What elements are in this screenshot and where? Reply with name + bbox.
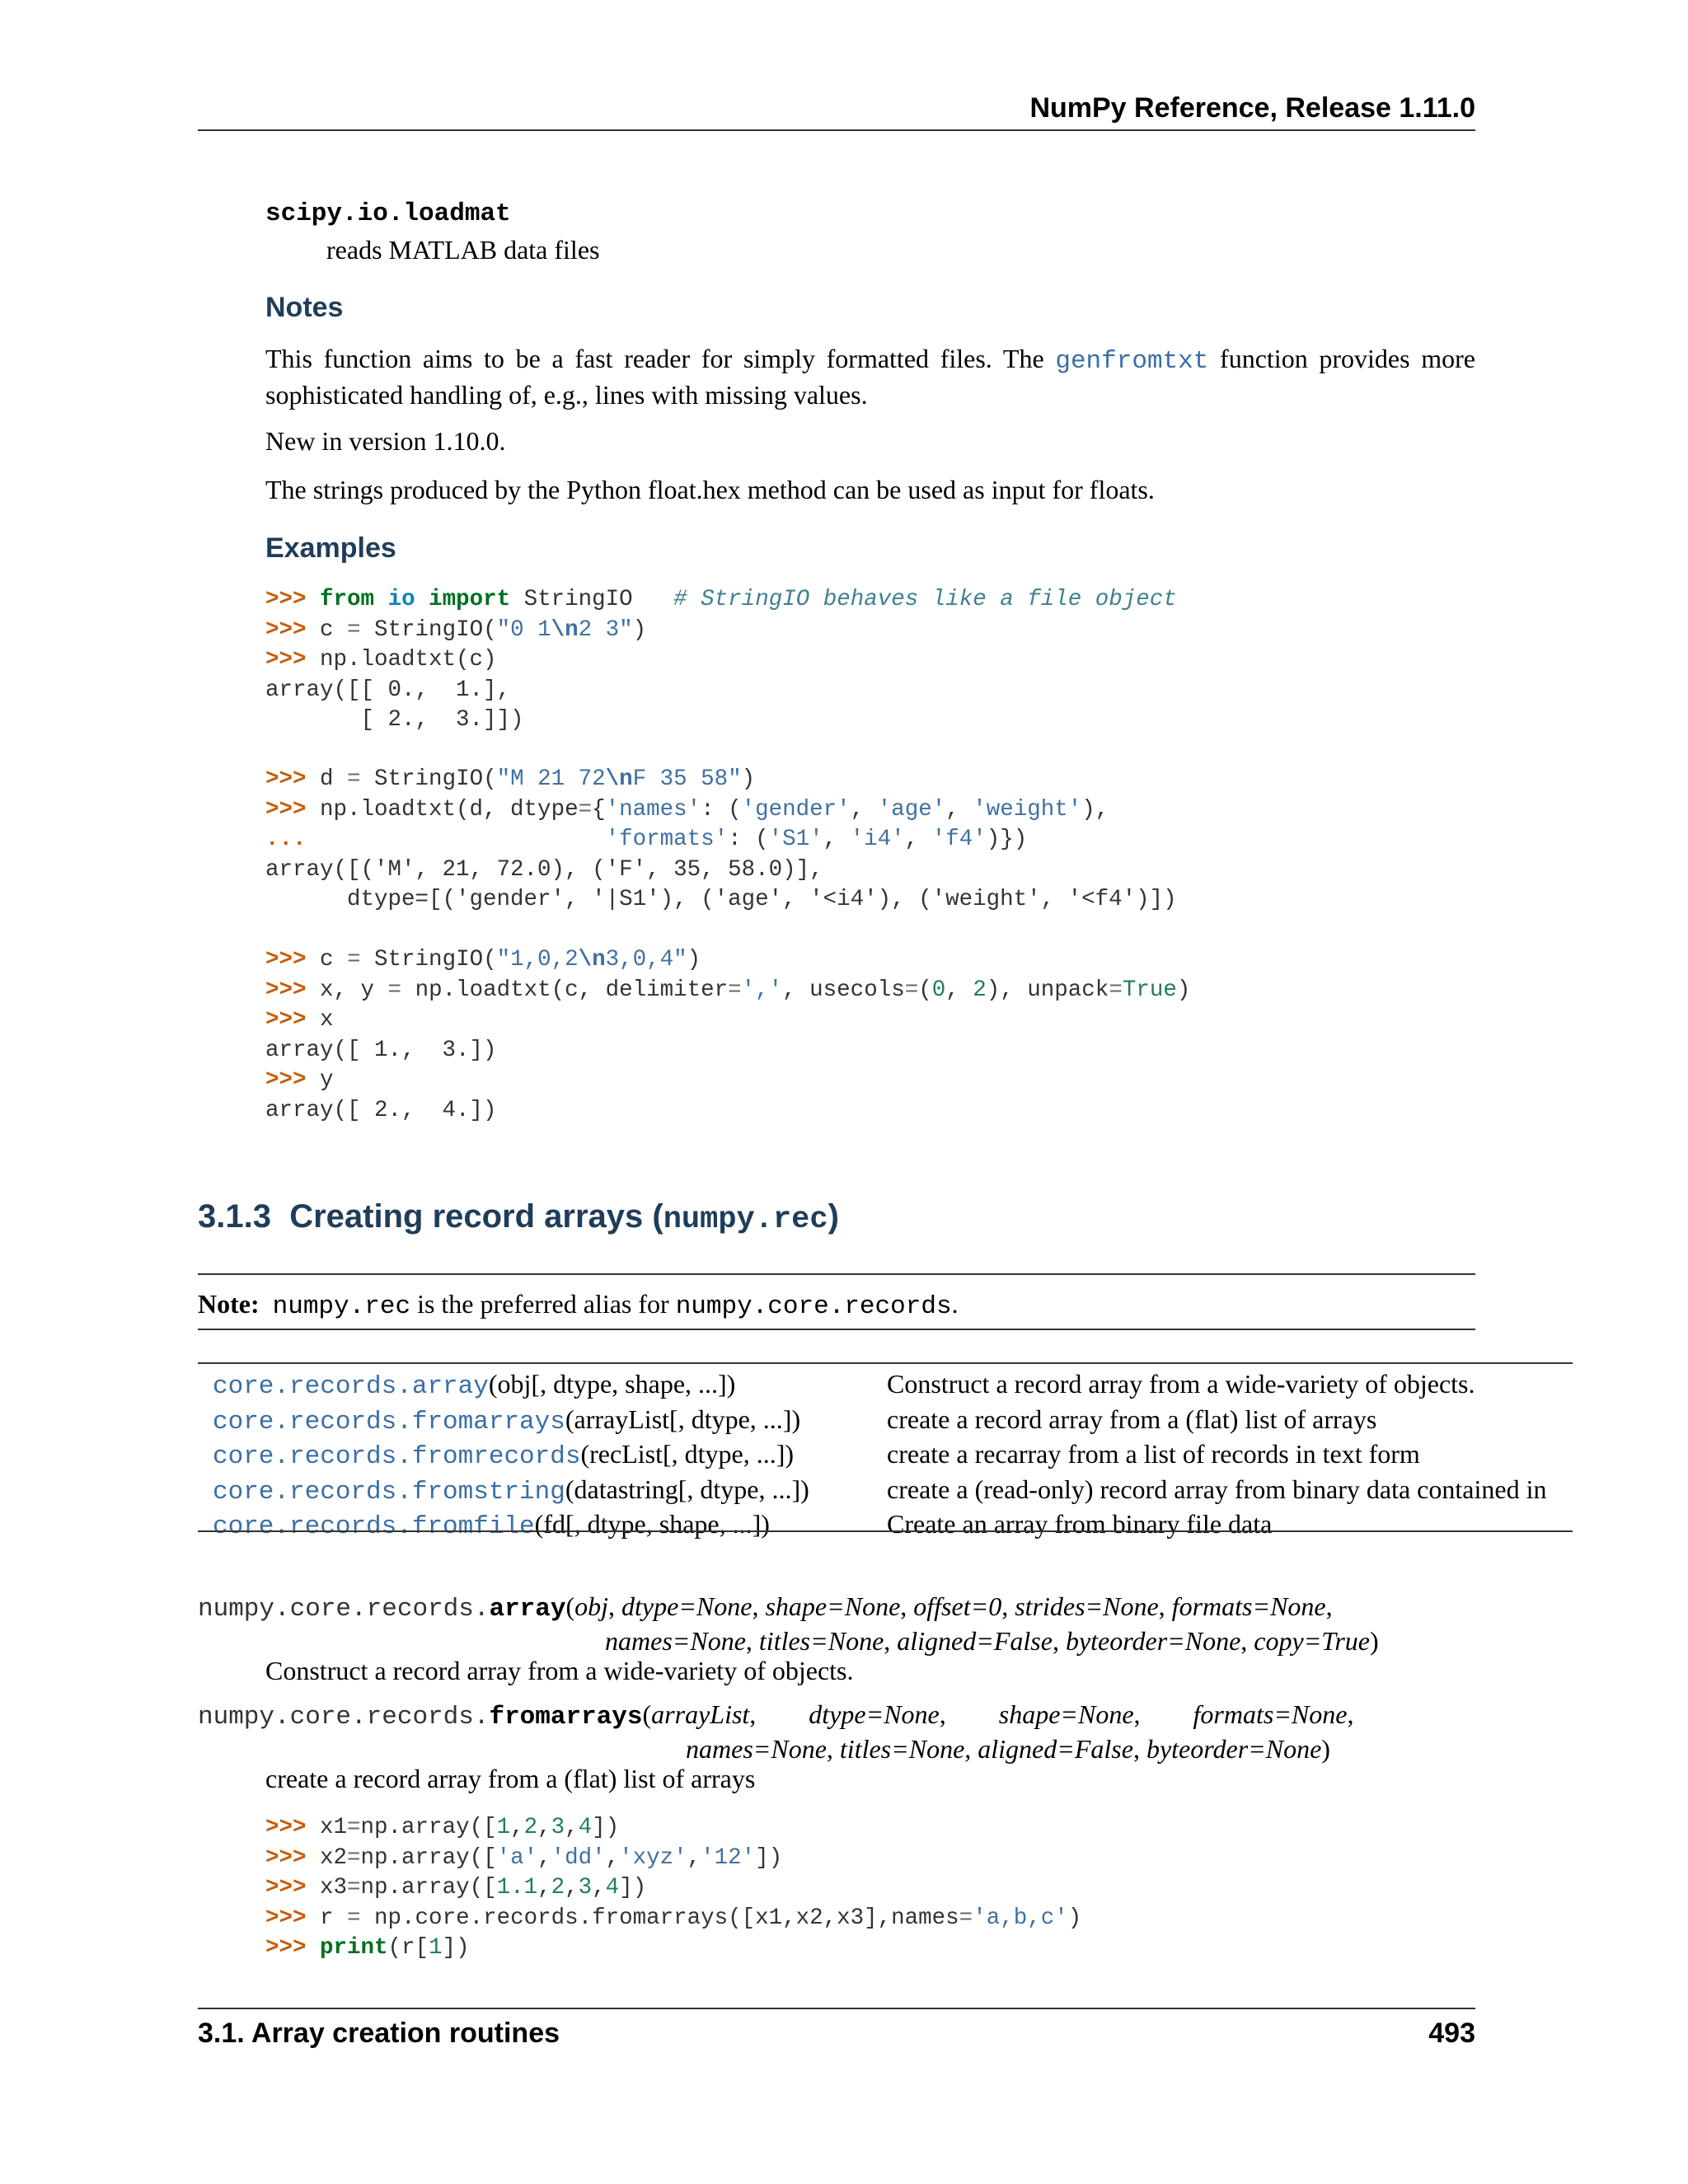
note-literal-2: numpy.core.records (675, 1292, 952, 1321)
sig-param: names=None (686, 1734, 827, 1764)
func-description: create a recarray from a list of records in text form (887, 1439, 1420, 1469)
sig-name: array (489, 1595, 566, 1624)
notes-heading: Notes (265, 292, 344, 323)
func-description: Create an array from binary file data (887, 1509, 1273, 1539)
note-label: Note: (198, 1289, 260, 1319)
note-top-rule (198, 1273, 1475, 1275)
section-title-literal: numpy.rec (663, 1202, 828, 1237)
sig-param: dtype=None (809, 1699, 940, 1729)
func-args: (recList[, dtype, ...]) (580, 1439, 795, 1469)
sig-param: shape=None (765, 1591, 901, 1621)
sig-name: fromarrays (489, 1703, 643, 1732)
footer-section: 3.1. Array creation routines (198, 2018, 560, 2049)
notes-paragraph-2: New in version 1.10.0. (265, 426, 506, 456)
sig-param: aligned=False (897, 1626, 1053, 1656)
note-text-middle: is the preferred alias for (410, 1289, 676, 1319)
notes-paragraph-3: The strings produced by the Python float.hex method can be used as input for floats. (265, 475, 1155, 504)
func-link[interactable]: core.records.fromstring (213, 1477, 565, 1507)
sig-param: names=None (605, 1626, 746, 1656)
sig-param: byteorder=None (1065, 1626, 1241, 1656)
signature-fromarrays-description: create a record array from a (flat) list of arrays (265, 1764, 756, 1793)
code-example-2: >>> d = StringIO("M 21 72\nF 35 58") >>> np.loadtxt(d, dtype={'names': ('gender', 'age', 'weight'), ... 'formats': ('S1', 'i4', 'f4')}) array([('M', 21, 72.0), ('F', 35, 58.0)], dtype=[('gender', '|S1'), ('age', '<i4'), ('weight', '<f4')]) (265, 766, 1177, 912)
code-example-1: >>> from io import StringIO # StringIO behaves like a file object >>> c = StringIO("0 1\n2 3") >>> np.loadtxt(c) array([[ 0., 1.], [ 2., 3.]]) (265, 587, 1177, 733)
sig-param: copy=True (1254, 1626, 1370, 1656)
section-title: Creating record arrays ( (289, 1198, 663, 1235)
sig-param: dtype=None (621, 1591, 753, 1621)
table-row (198, 1474, 1573, 1509)
sig-param: formats=None (1193, 1699, 1348, 1729)
sig-param: offset=0 (913, 1591, 1002, 1621)
note-box (198, 1287, 959, 1324)
table-bottom-rule (198, 1530, 1573, 1532)
sig-close: ) (1369, 1626, 1379, 1656)
table-row (198, 1438, 1573, 1474)
page-number: 493 (1428, 2018, 1475, 2049)
genfromtxt-link[interactable]: genfromtxt (1055, 347, 1209, 376)
func-description: create a record array from a (flat) list of arrays (887, 1404, 1377, 1434)
notes-p1-text-b: function provides more sophisticated handling of, e.g., lines with missing values. (265, 344, 1476, 410)
sig-param: strides=None (1015, 1591, 1159, 1621)
signature-array-description: Construct a record array from a wide-variety of objects. (265, 1656, 854, 1685)
func-link[interactable]: core.records.fromfile (213, 1512, 535, 1541)
func-description: create a (read-only) record array from binary data contained in (887, 1474, 1547, 1504)
sig-prefix: numpy.core.records. (198, 1703, 490, 1732)
code-example-4: >>> x1=np.array([1,2,3,4]) >>> x2=np.array(['a','dd','xyz','12']) >>> x3=np.array([1.1,2,3,4]) >>> r = np.core.records.fromarrays([x1,x2,x3],names='a,b,c') >>> print(r[1]) (265, 1815, 1082, 1961)
note-text-end: . (951, 1289, 959, 1319)
func-args: (fd[, dtype, shape, ...]) (534, 1509, 770, 1539)
sig-param: formats=None (1171, 1591, 1326, 1621)
func-args: (datastring[, dtype, ...]) (565, 1474, 809, 1504)
table-top-rule (198, 1362, 1573, 1364)
sig-param: titles=None (758, 1626, 884, 1656)
code-example-3: >>> c = StringIO("1,0,2\n3,0,4") >>> x, y = np.loadtxt(c, delimiter=',', usecols=(0, 2), unpack=True) >>> x array([ 1., 3.]) >>> y array([ 2., 4.]) (265, 947, 1191, 1123)
sig-param: byteorder=None (1146, 1734, 1322, 1764)
running-header: NumPy Reference, Release 1.11.0 (1029, 92, 1475, 124)
header-rule (198, 129, 1475, 131)
see-also-link[interactable]: scipy.io.loadmat (265, 199, 511, 228)
note-bottom-rule (198, 1329, 1475, 1330)
sig-open: ( (642, 1699, 652, 1729)
section-title-close: ) (828, 1198, 839, 1235)
sig-param: aligned=False (978, 1734, 1133, 1764)
see-also-description: reads MATLAB data files (326, 235, 600, 265)
examples-heading: Examples (265, 532, 396, 564)
section-heading (198, 1198, 839, 1237)
signature-array: numpy.core.records.array(obj, dtype=None, shape=None, offset=0, strides=None, formats=None, names=None, titles=None, aligned=False, byteorder=None, copy=True) (198, 1591, 1379, 1656)
table-row (198, 1404, 1573, 1439)
sig-param: shape=None (998, 1699, 1134, 1729)
section-number: 3.1.3 (198, 1198, 271, 1235)
sig-param: titles=None (839, 1734, 965, 1764)
sig-prefix: numpy.core.records. (198, 1595, 490, 1624)
func-link[interactable]: core.records.fromarrays (213, 1407, 565, 1436)
table-row (198, 1508, 1573, 1544)
func-args: (arrayList[, dtype, ...]) (565, 1404, 801, 1434)
notes-p1-text-a: This function aims to be a fast reader for simply formatted files. The (265, 344, 1056, 373)
table-row (198, 1368, 1573, 1404)
sig-param: arrayList (651, 1699, 750, 1729)
func-link[interactable]: core.records.array (213, 1372, 489, 1401)
signature-fromarrays: numpy.core.records.fromarrays(arrayList, dtype=None, shape=None, formats=None, names=None, titles=None, aligned=False, byteorder=None) (198, 1699, 1354, 1764)
sig-close: ) (1321, 1734, 1330, 1764)
func-args: (obj[, dtype, shape, ...]) (488, 1369, 736, 1399)
note-literal-1: numpy.rec (272, 1292, 411, 1321)
func-link[interactable]: core.records.fromrecords (213, 1442, 581, 1471)
notes-paragraph-1 (265, 342, 1475, 411)
footer-rule (198, 2008, 1475, 2009)
sig-param: obj (574, 1591, 609, 1621)
summary-table (198, 1368, 1573, 1544)
func-description: Construct a record array from a wide-variety of objects. (887, 1369, 1475, 1399)
sig-open: ( (565, 1591, 575, 1621)
